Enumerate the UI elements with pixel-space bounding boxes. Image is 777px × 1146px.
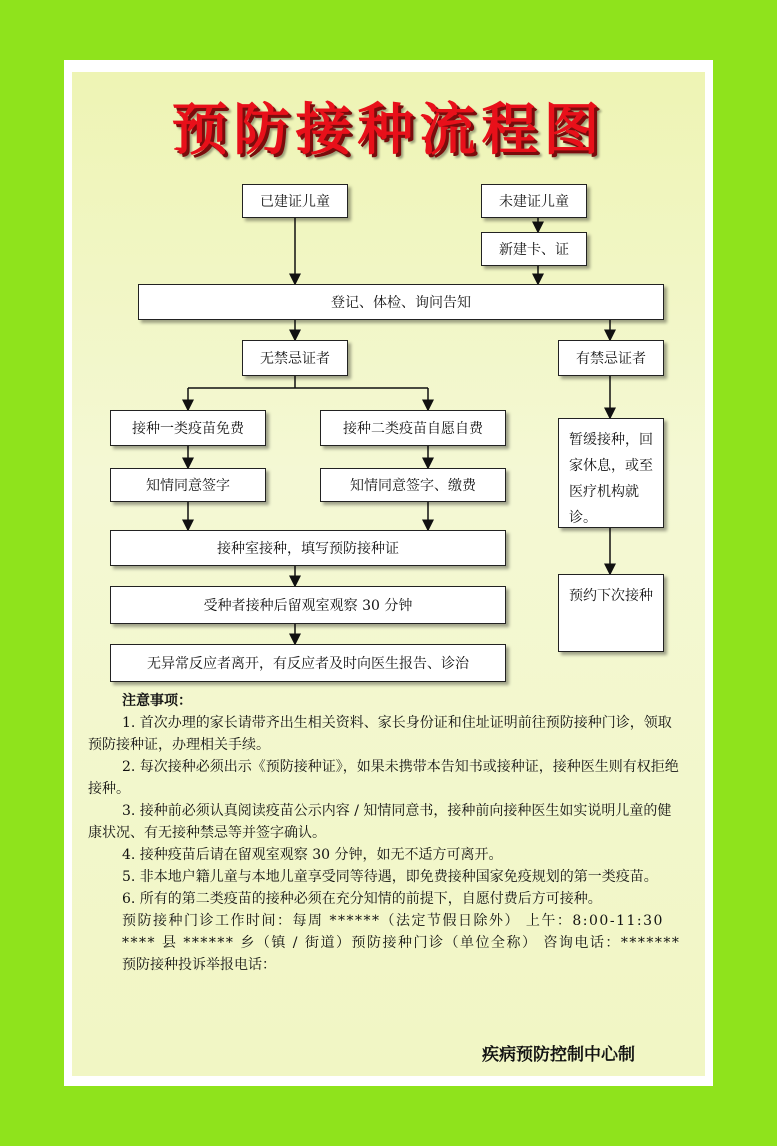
box-postpone: 暂缓接种，回家休息，或至医疗机构就诊。 [558, 418, 664, 528]
note-item: 2. 每次接种必须出示《预防接种证》，如果未携带本告知书或接种证，接种医生则有权拒绝接种。 [88, 759, 679, 797]
box-consent-sign: 知情同意签字 [110, 468, 266, 502]
box-has-contraindication: 有禁忌证者 [558, 340, 664, 376]
box-create-card: 新建卡、证 [481, 232, 587, 266]
box-class1-vaccine: 接种一类疫苗免费 [110, 410, 266, 446]
box-registered-child: 已建证儿童 [242, 184, 348, 218]
box-leave-or-report: 无异常反应者离开，有反应者及时向医生报告、诊治 [110, 644, 506, 682]
page-title: 预防接种流程图 [171, 98, 606, 163]
issuer-footer: 疾病预防控制中心制 [482, 1045, 635, 1065]
note-item: 3. 接种前必须认真阅读疫苗公示内容 / 知情同意书，接种前向接种医生如实说明儿童的健康状况、有无接种禁忌等并签字确认。 [88, 803, 672, 841]
box-appointment: 预约下次接种 [558, 574, 664, 652]
box-unregistered-child: 未建证儿童 [481, 184, 587, 218]
box-consent-sign-pay: 知情同意签字、缴费 [320, 468, 506, 502]
notes-heading: 注意事项： [122, 693, 192, 709]
box-no-contraindication: 无禁忌证者 [242, 340, 348, 376]
box-vaccination-room: 接种室接种，填写预防接种证 [110, 530, 506, 566]
clinic-contact: **** 县 ****** 乡（镇 / 街道）预防接种门诊（单位全称） 咨询电话：******* [122, 935, 681, 951]
box-observation: 受种者接种后留观室观察 30 分钟 [110, 586, 506, 624]
note-item: 1. 首次办理的家长请带齐出生相关资料、家长身份证和住址证明前往预防接种门诊，领取预防接种证，办理相关手续。 [88, 715, 672, 753]
note-item: 4. 接种疫苗后请在留观室观察 30 分钟，如无不适方可离开。 [122, 847, 503, 863]
box-register-check: 登记、体检、询问告知 [138, 284, 664, 320]
box-class2-vaccine: 接种二类疫苗自愿自费 [320, 410, 506, 446]
clinic-hours: 预防接种门诊工作时间：每周 ******（法定节假日除外） 上午：8:00-11:30 [122, 913, 664, 929]
complaint-phone: 预防接种投诉举报电话： [122, 957, 276, 973]
notes-section [88, 690, 683, 976]
note-item: 5. 非本地户籍儿童与本地儿童享受同等待遇，即免费接种国家免疫规划的第一类疫苗。 [122, 869, 658, 885]
note-item: 6. 所有的第二类疫苗的接种必须在充分知情的前提下，自愿付费后方可接种。 [122, 891, 602, 907]
